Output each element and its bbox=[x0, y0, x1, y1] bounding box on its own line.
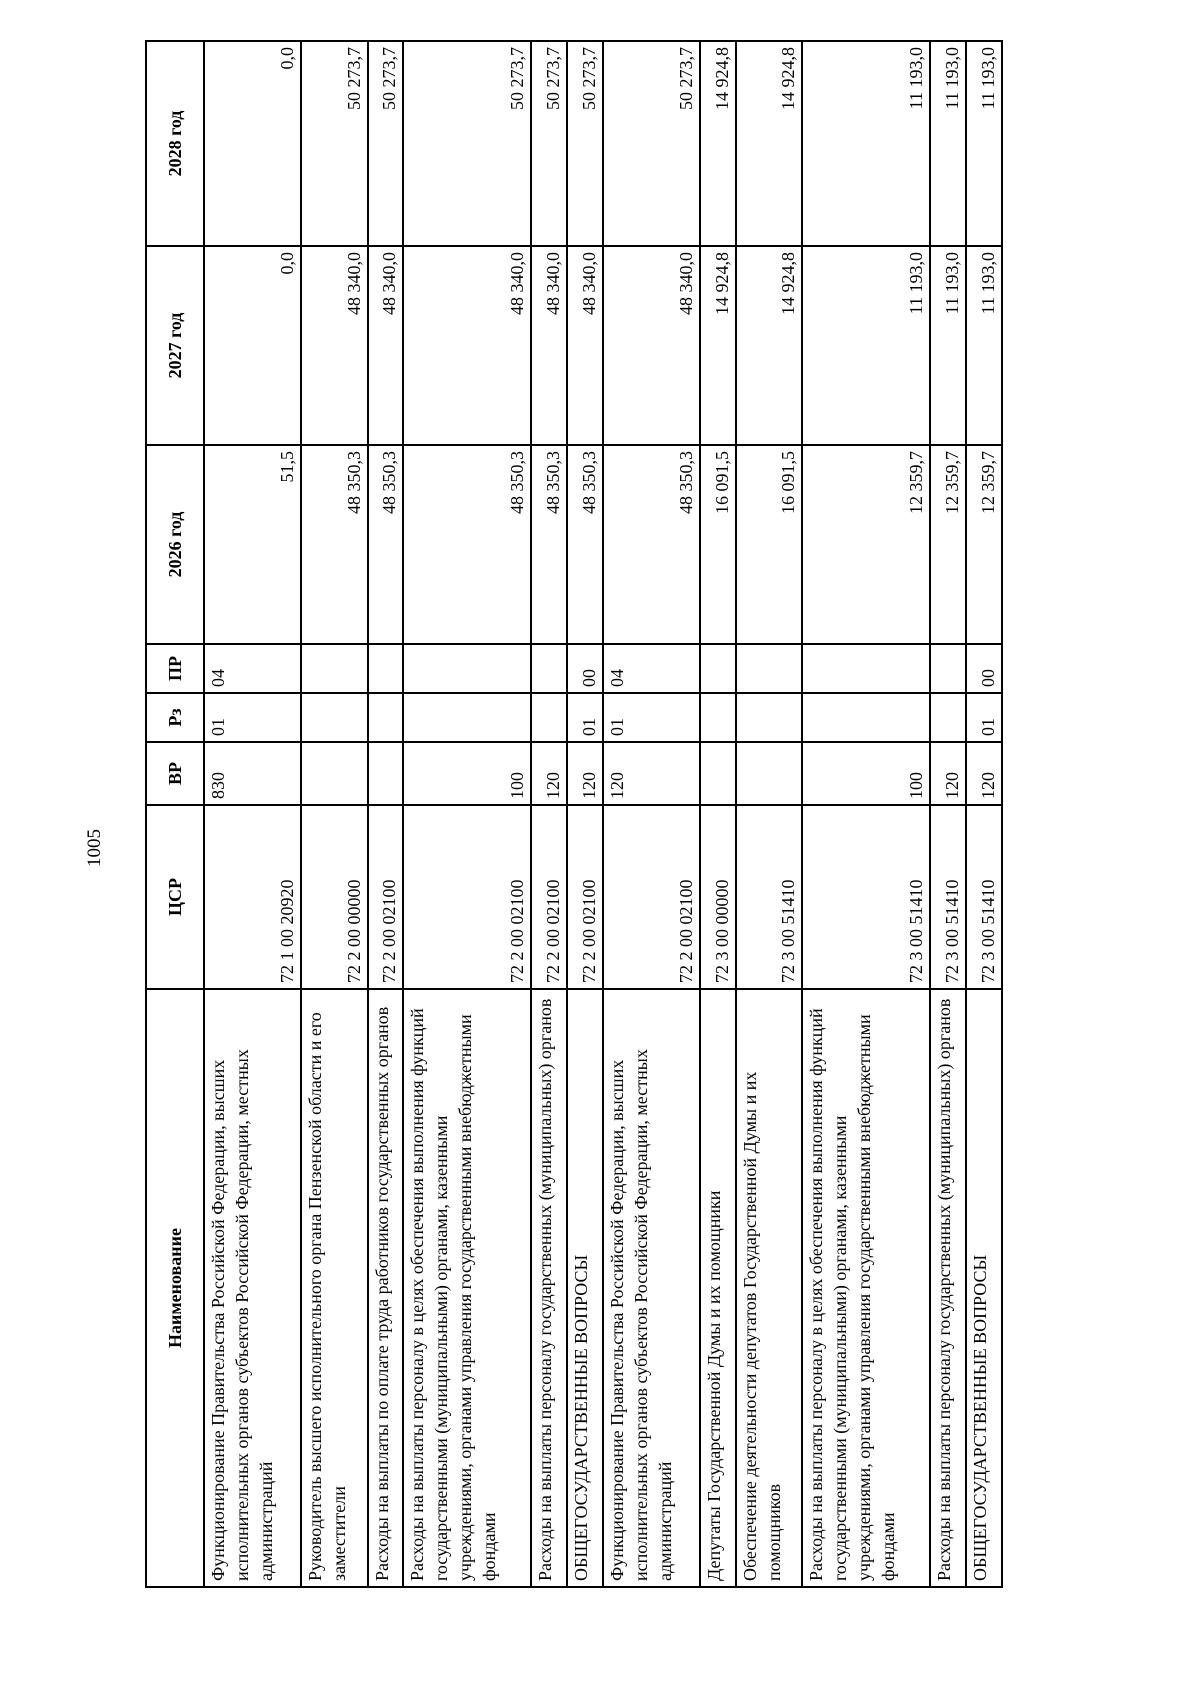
row-2028: 50 273,7 bbox=[403, 41, 531, 246]
row-csr: 72 3 00 51410 bbox=[736, 805, 803, 989]
row-csr: 72 1 00 20920 bbox=[204, 805, 301, 989]
row-csr: 72 3 00 00000 bbox=[700, 805, 736, 989]
row-2028: 14 924,8 bbox=[700, 41, 736, 246]
row-2027: 11 193,0 bbox=[802, 246, 930, 445]
row-2028: 14 924,8 bbox=[736, 41, 803, 246]
row-2026: 12 359,7 bbox=[930, 445, 966, 644]
row-pr bbox=[403, 644, 531, 693]
row-name: Функционирование Правительства Российской Федерации, высших исполнительных органов субъектов Российской Федерации, местных администраций bbox=[603, 989, 700, 1587]
row-2026: 48 350,3 bbox=[531, 445, 567, 644]
row-rz: 01 bbox=[966, 693, 1002, 742]
row-2027: 48 340,0 bbox=[567, 246, 603, 445]
table-row bbox=[204, 41, 301, 1587]
row-vr bbox=[301, 742, 368, 805]
table-row bbox=[567, 41, 603, 1587]
header-rz: Рз bbox=[146, 693, 204, 742]
table-row bbox=[966, 41, 1002, 1587]
table-row bbox=[368, 41, 404, 1587]
row-2026: 48 350,3 bbox=[603, 445, 700, 644]
table-row bbox=[700, 41, 736, 1587]
row-2027: 48 340,0 bbox=[531, 246, 567, 445]
header-2028: 2028 год bbox=[146, 41, 204, 246]
header-pr: ПР bbox=[146, 644, 204, 693]
row-2027: 14 924,8 bbox=[736, 246, 803, 445]
row-rz bbox=[736, 693, 803, 742]
table-row bbox=[802, 41, 930, 1587]
table-header-row bbox=[146, 41, 204, 1587]
row-vr: 120 bbox=[930, 742, 966, 805]
row-pr bbox=[736, 644, 803, 693]
row-pr bbox=[700, 644, 736, 693]
row-2027: 48 340,0 bbox=[368, 246, 404, 445]
row-2028: 50 273,7 bbox=[368, 41, 404, 246]
row-2028: 11 193,0 bbox=[802, 41, 930, 246]
row-2026: 48 350,3 bbox=[368, 445, 404, 644]
row-rz: 01 bbox=[603, 693, 700, 742]
table-row bbox=[403, 41, 531, 1587]
row-2027: 48 340,0 bbox=[403, 246, 531, 445]
row-2028: 50 273,7 bbox=[301, 41, 368, 246]
row-name: Расходы на выплаты персоналу государственных (муниципальных) органов bbox=[930, 989, 966, 1587]
row-2027: 0,0 bbox=[204, 246, 301, 445]
row-pr bbox=[930, 644, 966, 693]
row-2028: 50 273,7 bbox=[531, 41, 567, 246]
row-rz: 01 bbox=[204, 693, 301, 742]
rotated-table-inner bbox=[145, 42, 1003, 1588]
row-rz: 01 bbox=[567, 693, 603, 742]
row-csr: 72 2 00 02100 bbox=[603, 805, 700, 989]
row-2026: 16 091,5 bbox=[736, 445, 803, 644]
row-csr: 72 3 00 51410 bbox=[930, 805, 966, 989]
row-csr: 72 2 00 02100 bbox=[368, 805, 404, 989]
table-row bbox=[736, 41, 803, 1587]
row-name: Депутаты Государственной Думы и их помощники bbox=[700, 989, 736, 1587]
row-2026: 48 350,3 bbox=[567, 445, 603, 644]
row-pr: 00 bbox=[567, 644, 603, 693]
row-2028: 50 273,7 bbox=[603, 41, 700, 246]
header-2027: 2027 год bbox=[146, 246, 204, 445]
row-pr bbox=[301, 644, 368, 693]
row-csr: 72 3 00 51410 bbox=[802, 805, 930, 989]
row-name: ОБЩЕГОСУДАРСТВЕННЫЕ ВОПРОСЫ bbox=[567, 989, 603, 1587]
row-name: Обеспечение деятельности депутатов Государственной Думы и их помощников bbox=[736, 989, 803, 1587]
row-2028: 50 273,7 bbox=[567, 41, 603, 246]
row-2027: 48 340,0 bbox=[603, 246, 700, 445]
row-2026: 51,5 bbox=[204, 445, 301, 644]
row-2026: 16 091,5 bbox=[700, 445, 736, 644]
row-2026: 12 359,7 bbox=[966, 445, 1002, 644]
row-pr: 00 bbox=[966, 644, 1002, 693]
row-pr bbox=[802, 644, 930, 693]
rotated-table-wrapper bbox=[145, 42, 1003, 1588]
row-pr bbox=[368, 644, 404, 693]
table-row bbox=[301, 41, 368, 1587]
row-name: Руководитель высшего исполнительного органа Пензенской области и его заместители bbox=[301, 989, 368, 1587]
row-rz bbox=[403, 693, 531, 742]
header-vr: ВР bbox=[146, 742, 204, 805]
budget-table bbox=[145, 40, 1003, 1588]
row-pr: 04 bbox=[204, 644, 301, 693]
row-vr: 120 bbox=[966, 742, 1002, 805]
row-name: Расходы на выплаты персоналу государственных (муниципальных) органов bbox=[531, 989, 567, 1587]
row-2028: 11 193,0 bbox=[930, 41, 966, 246]
row-pr bbox=[531, 644, 567, 693]
row-vr: 100 bbox=[403, 742, 531, 805]
row-2026: 12 359,7 bbox=[802, 445, 930, 644]
row-vr bbox=[368, 742, 404, 805]
row-2028: 11 193,0 bbox=[966, 41, 1002, 246]
row-rz bbox=[802, 693, 930, 742]
row-vr bbox=[736, 742, 803, 805]
row-2027: 14 924,8 bbox=[700, 246, 736, 445]
row-csr: 72 2 00 00000 bbox=[301, 805, 368, 989]
row-vr: 120 bbox=[567, 742, 603, 805]
table-row bbox=[930, 41, 966, 1587]
table-row bbox=[531, 41, 567, 1587]
row-2026: 48 350,3 bbox=[301, 445, 368, 644]
row-csr: 72 2 00 02100 bbox=[403, 805, 531, 989]
row-vr: 100 bbox=[802, 742, 930, 805]
page-number: 1005 bbox=[84, 829, 105, 867]
row-csr: 72 2 00 02100 bbox=[567, 805, 603, 989]
row-2027: 11 193,0 bbox=[966, 246, 1002, 445]
row-name: ОБЩЕГОСУДАРСТВЕННЫЕ ВОПРОСЫ bbox=[966, 989, 1002, 1587]
header-2026: 2026 год bbox=[146, 445, 204, 644]
row-name: Расходы на выплаты персоналу в целях обеспечения выполнения функций государственными (муниципальными) органами, казенными учреждениями, органами управления государственными внебюджетными фондами bbox=[802, 989, 930, 1587]
row-rz bbox=[700, 693, 736, 742]
row-vr: 120 bbox=[603, 742, 700, 805]
row-vr bbox=[700, 742, 736, 805]
row-rz bbox=[301, 693, 368, 742]
row-vr: 120 bbox=[531, 742, 567, 805]
row-name: Функционирование Правительства Российской Федерации, высших исполнительных органов субъектов Российской Федерации, местных администраций bbox=[204, 989, 301, 1587]
row-2026: 48 350,3 bbox=[403, 445, 531, 644]
table-row bbox=[603, 41, 700, 1587]
row-2028: 0,0 bbox=[204, 41, 301, 246]
row-rz bbox=[930, 693, 966, 742]
header-name: Наименование bbox=[146, 989, 204, 1587]
row-csr: 72 2 00 02100 bbox=[531, 805, 567, 989]
row-name: Расходы на выплаты персоналу в целях обеспечения выполнения функций государственными (муниципальными) органами, казенными учреждениями, органами управления государственными внебюджетными фондами bbox=[403, 989, 531, 1587]
row-csr: 72 3 00 51410 bbox=[966, 805, 1002, 989]
row-vr: 830 bbox=[204, 742, 301, 805]
row-2027: 11 193,0 bbox=[930, 246, 966, 445]
row-rz bbox=[368, 693, 404, 742]
row-name: Расходы на выплаты по оплате труда работников государственных органов bbox=[368, 989, 404, 1587]
header-csr: ЦСР bbox=[146, 805, 204, 989]
row-pr: 04 bbox=[603, 644, 700, 693]
row-rz bbox=[531, 693, 567, 742]
row-2027: 48 340,0 bbox=[301, 246, 368, 445]
